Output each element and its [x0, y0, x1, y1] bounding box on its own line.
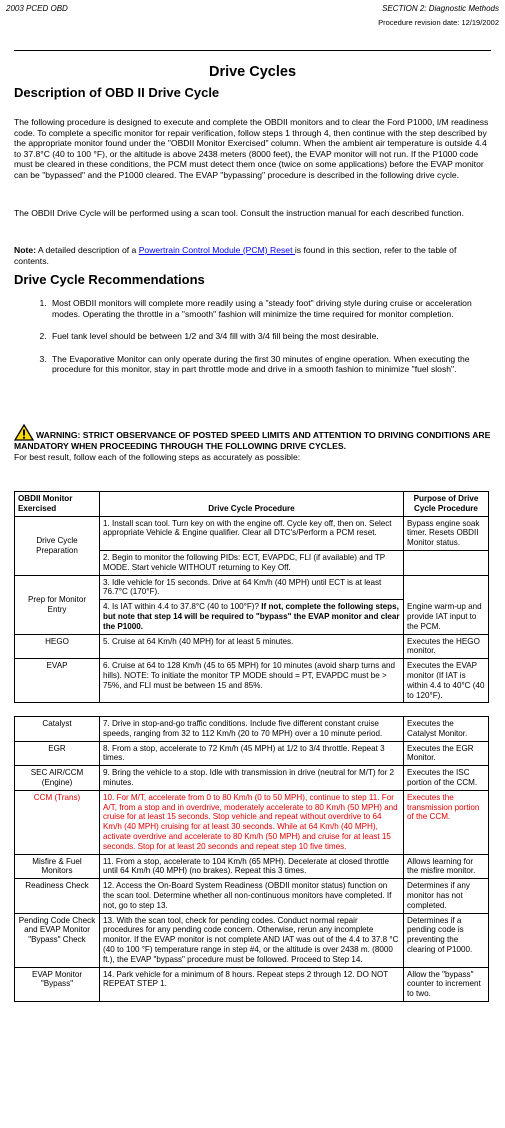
- monitor-cell: Prep for Monitor Entry: [15, 575, 100, 634]
- list-item: 2. Fuel tank level should be between 1/2 and 3/4 fill with 3/4 fill being the most desirable.: [49, 331, 489, 342]
- table-header-row: [15, 492, 489, 517]
- drive-cycle-table-part-1: [14, 491, 489, 703]
- table-row: [15, 854, 489, 879]
- procedure-cell: 9. Bring the vehicle to a stop. Idle with transmission in drive (neutral for M/T) for 2 minutes.: [100, 766, 404, 791]
- purpose-cell: Determines if a pending code is preventing the clearing of P1000.: [404, 913, 489, 967]
- header-right: [378, 4, 499, 27]
- monitor-cell: Drive Cycle Preparation: [15, 516, 100, 575]
- monitor-cell: HEGO: [15, 634, 100, 659]
- purpose-cell: Executes the EVAP monitor (If IAT is within 4.4 to 40°C (40 to 120°F).: [404, 659, 489, 703]
- procedure-cell: 1. Install scan tool. Turn key on with the engine off. Cycle key off, then on. Select appropriate Vehicle & Engine qualifier. Clear all DTC's/Perform a PCM reset.: [100, 516, 404, 550]
- table-row: [15, 967, 489, 1001]
- list-item: 1. Most OBDII monitors will complete more readily using a "steady foot" driving style during cruise or acceleration modes. Operating the throttle in a "smooth" fashion will minimize the time required for monitor completion.: [49, 298, 489, 319]
- monitor-cell: EVAP Monitor "Bypass": [15, 967, 100, 1001]
- purpose-cell: Allow the "bypass" counter to increment to two.: [404, 967, 489, 1001]
- warning-triangle-icon: [14, 424, 34, 441]
- table-row: [15, 516, 489, 550]
- procedure-cell: 2. Begin to monitor the following PIDs: ECT, EVAPDC, FLI (if available) and TP MODE. Start vehicle WITHOUT returning to Key Off.: [100, 550, 404, 575]
- section-label: SECTION 2: Diagnostic Methods: [382, 4, 499, 13]
- warning-block: [14, 424, 491, 462]
- purpose-cell: Executes the EGR Monitor.: [404, 741, 489, 766]
- step-4-text: 4. Is IAT within 4.4 to 37.8°C (40 to 100°F)?: [103, 602, 262, 612]
- table-row: [15, 766, 489, 791]
- procedure-cell: 12. Access the On-Board System Readiness (OBDII monitor status) function on the scan tool. Determine whether all non-continuous monitors have completed. If not, go to step 13.: [100, 879, 404, 913]
- procedure-cell: 7. Drive in stop-and-go traffic conditions. Include five different constant cruise speeds, ranging from 32 to 112 Km/h (20 to 70 MPH) over a 10 minute period.: [100, 717, 404, 742]
- page-title: Drive Cycles: [208, 64, 297, 80]
- column-header-purpose: Purpose of Drive Cycle Procedure: [404, 492, 489, 517]
- recommendations-list: [14, 298, 489, 387]
- column-header-procedure: Drive Cycle Procedure: [100, 492, 404, 517]
- recommendations-heading: Drive Cycle Recommendations: [14, 272, 205, 287]
- revision-date: Procedure revision date: 12/19/2002: [378, 18, 499, 27]
- purpose-cell: Executes the transmission portion of the CCM.: [404, 790, 489, 854]
- procedure-cell: 11. From a stop, accelerate to 104 Km/h (65 MPH). Decelerate at closed throttle until 64 Km/h (40 MPH) (no brakes). Repeat this 3 times.: [100, 854, 404, 879]
- table-row: [15, 913, 489, 967]
- monitor-cell: Readiness Check: [15, 879, 100, 913]
- description-paragraph-2: The OBDII Drive Cycle will be performed using a scan tool. Consult the instruction manual for each described function.: [14, 208, 464, 218]
- warning-instruction: For best result, follow each of the following steps as accurately as possible:: [14, 451, 301, 462]
- drive-cycle-table-part-2: [14, 716, 489, 1002]
- table-row: [15, 659, 489, 703]
- header-divider: [14, 50, 491, 51]
- pcm-reset-link[interactable]: Powertrain Control Module (PCM) Reset: [138, 245, 295, 255]
- monitor-cell: Misfire & Fuel Monitors: [15, 854, 100, 879]
- purpose-cell: Executes the HEGO monitor.: [404, 634, 489, 659]
- note-text-pre: A detailed description of a: [35, 245, 139, 255]
- procedure-cell: 13. With the scan tool, check for pending codes. Conduct normal repair procedures for any pending code concern. Otherwise, rerun any incomplete monitor. If the EVAP monitor is not complete AND IAT was out of the 4.4 to 37.8 °C (40 to 100 °F) temperature range in step #4, or the altitude is over 2438 m. (8000 ft.), the EVAP "bypass" procedure must be followed. Proceed to Step 14.: [100, 913, 404, 967]
- column-header-monitor: OBDII Monitor Exercised: [15, 492, 100, 517]
- procedure-cell: 14. Park vehicle for a minimum of 8 hours. Repeat steps 2 through 12. DO NOT REPEAT STEP 1.: [100, 967, 404, 1001]
- monitor-cell: EVAP: [15, 659, 100, 703]
- purpose-cell: Engine warm-up and provide IAT input to the PCM.: [404, 575, 489, 634]
- monitor-cell: Catalyst: [15, 717, 100, 742]
- note-text-post: is found in this section, refer to the table of contents.: [14, 245, 457, 266]
- purpose-cell: Executes the Catalyst Monitor.: [404, 717, 489, 742]
- table-row: [15, 634, 489, 659]
- monitor-cell: Pending Code Check and EVAP Monitor "Bypass" Check: [15, 913, 100, 967]
- procedure-cell: 3. Idle vehicle for 15 seconds. Drive at 64 Km/h (40 MPH) until ECT is at least 76.7°C (170°F).: [100, 575, 404, 600]
- procedure-cell: 8. From a stop, accelerate to 72 Km/h (45 MPH) at 1/2 to 3/4 throttle. Repeat 3 times.: [100, 741, 404, 766]
- header-left: 2003 PCED OBD: [6, 4, 68, 13]
- procedure-cell: [100, 600, 404, 634]
- purpose-cell: Determines if any monitor has not completed.: [404, 879, 489, 913]
- description-paragraph-1: The following procedure is designed to execute and complete the OBDII monitors and to clear the Ford P1000, I/M readiness code. To complete a specific monitor for repair verification, follow steps 1 through 4, then continue with the step described by the appropriate monitor found under the "OBDII Monitor Exercised" column. When the ambient air temperature is outside 4.4 to 37.8°C (40 to 100 °F), or the altitude is above 2438 meters (8000 feet), the EVAP monitor will not run. If the P1000 code must be cleared in these conditions, the PCM must detect them once (twice on some applications) before the EVAP monitor can be "bypassed" and the P1000 cleared. The EVAP "bypassing" procedure is described in the following drive cycle.: [14, 117, 489, 180]
- purpose-cell: Executes the ISC portion of the CCM.: [404, 766, 489, 791]
- table-row: [15, 879, 489, 913]
- description-heading: Description of OBD II Drive Cycle: [14, 85, 220, 100]
- purpose-cell: Bypass engine soak timer. Resets OBDII Monitor status.: [404, 516, 489, 550]
- warning-text: WARNING: STRICT OBSERVANCE OF POSTED SPEED LIMITS AND ATTENTION TO DRIVING CONDITIONS ARE MANDATORY WHEN PROCEEDING THROUGH THE FOLLOWING DRIVE CYCLES.: [14, 430, 491, 451]
- monitor-cell: SEC AIR/CCM (Engine): [15, 766, 100, 791]
- note-paragraph: [14, 245, 491, 266]
- table-row: [15, 717, 489, 742]
- purpose-cell: Allows learning for the misfire monitor.: [404, 854, 489, 879]
- monitor-cell: CCM (Trans): [15, 790, 100, 854]
- procedure-cell: 6. Cruise at 64 to 128 Km/h (45 to 65 MPH) for 10 minutes (avoid sharp turns and hills). NOTE: To initiate the monitor TP MODE should = PT, EVAPDC must be > 75%, and FLI must be between 15 and 85%.: [100, 659, 404, 703]
- procedure-cell: 10. For M/T, accelerate from 0 to 80 Km/h (0 to 50 MPH), continue to step 11. For A/T, from a stop and in overdrive, moderately accelerate to 80 Km/h (50 MPH) and cruise for at least 15 seconds. Stop vehicle and repeat without overdrive to 64 Km/h (40 MPH) cruising for at least 30 seconds. While at 64 Km/h (40 MPH), activate overdrive and accelerate to 80 Km/h (50 MPH) and cruise for at least 15 seconds. Stop for at least 20 seconds and repeat step 10 five times.: [100, 790, 404, 854]
- purpose-cell: [404, 550, 489, 575]
- monitor-cell: EGR: [15, 741, 100, 766]
- table-row: [15, 790, 489, 854]
- list-item: 3. The Evaporative Monitor can only operate during the first 30 minutes of engine operation. When executing the procedure for this monitor, stay in part throttle mode and drive in a smooth fashion to minimize "fuel slosh".: [49, 354, 489, 375]
- step-4-bold-text: If not, complete the following steps, but note that step 14 will be required to "bypass" the EVAP monitor and clear the P1000.: [103, 602, 400, 631]
- table-row: [15, 575, 489, 600]
- note-label: Note:: [14, 245, 36, 255]
- procedure-cell: 5. Cruise at 64 Km/h (40 MPH) for at least 5 minutes.: [100, 634, 404, 659]
- table-row: [15, 741, 489, 766]
